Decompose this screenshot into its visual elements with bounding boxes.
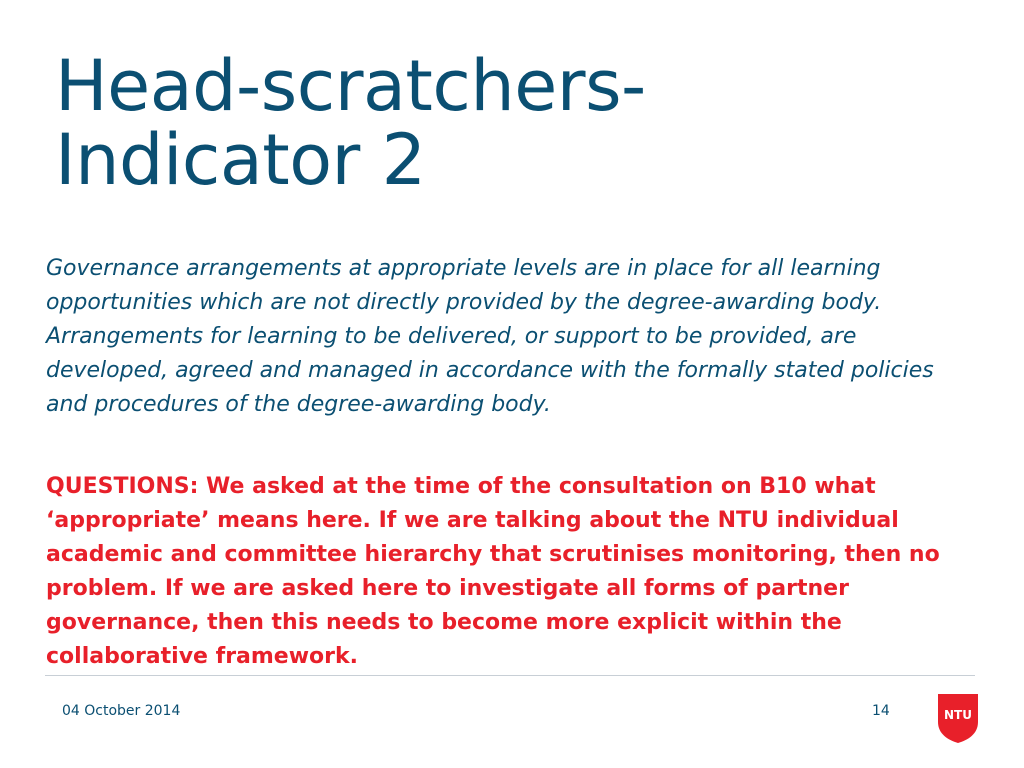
indicator-statement: Governance arrangements at appropriate levels are in place for all learning opportunities which are not directly provided by the degree-awarding body. Arrangements for learning to be delivered, or support to be provided, are developed, agreed and managed in accordance with the formally stated policies and procedures of the degree-awarding body. — [46, 256, 934, 417]
page-number: 14 — [872, 703, 890, 719]
questions-text: QUESTIONS: We asked at the time of the consultation on B10 what ‘appropriate’ means here. If we are talking about the NTU individual academic and committee hierarchy that scrutinises monitoring, then no problem. If we are asked here to investigate all forms of partner governance, then this needs to become more explicit within the collaborative framework. — [46, 474, 940, 669]
footer-divider — [45, 675, 975, 676]
logo-text: NTU — [944, 708, 972, 722]
footer-date: 04 October 2014 — [62, 703, 181, 719]
slide-title: Head-scratchers- Indicator 2 — [55, 45, 646, 201]
ntu-shield-logo-icon — [936, 692, 980, 744]
